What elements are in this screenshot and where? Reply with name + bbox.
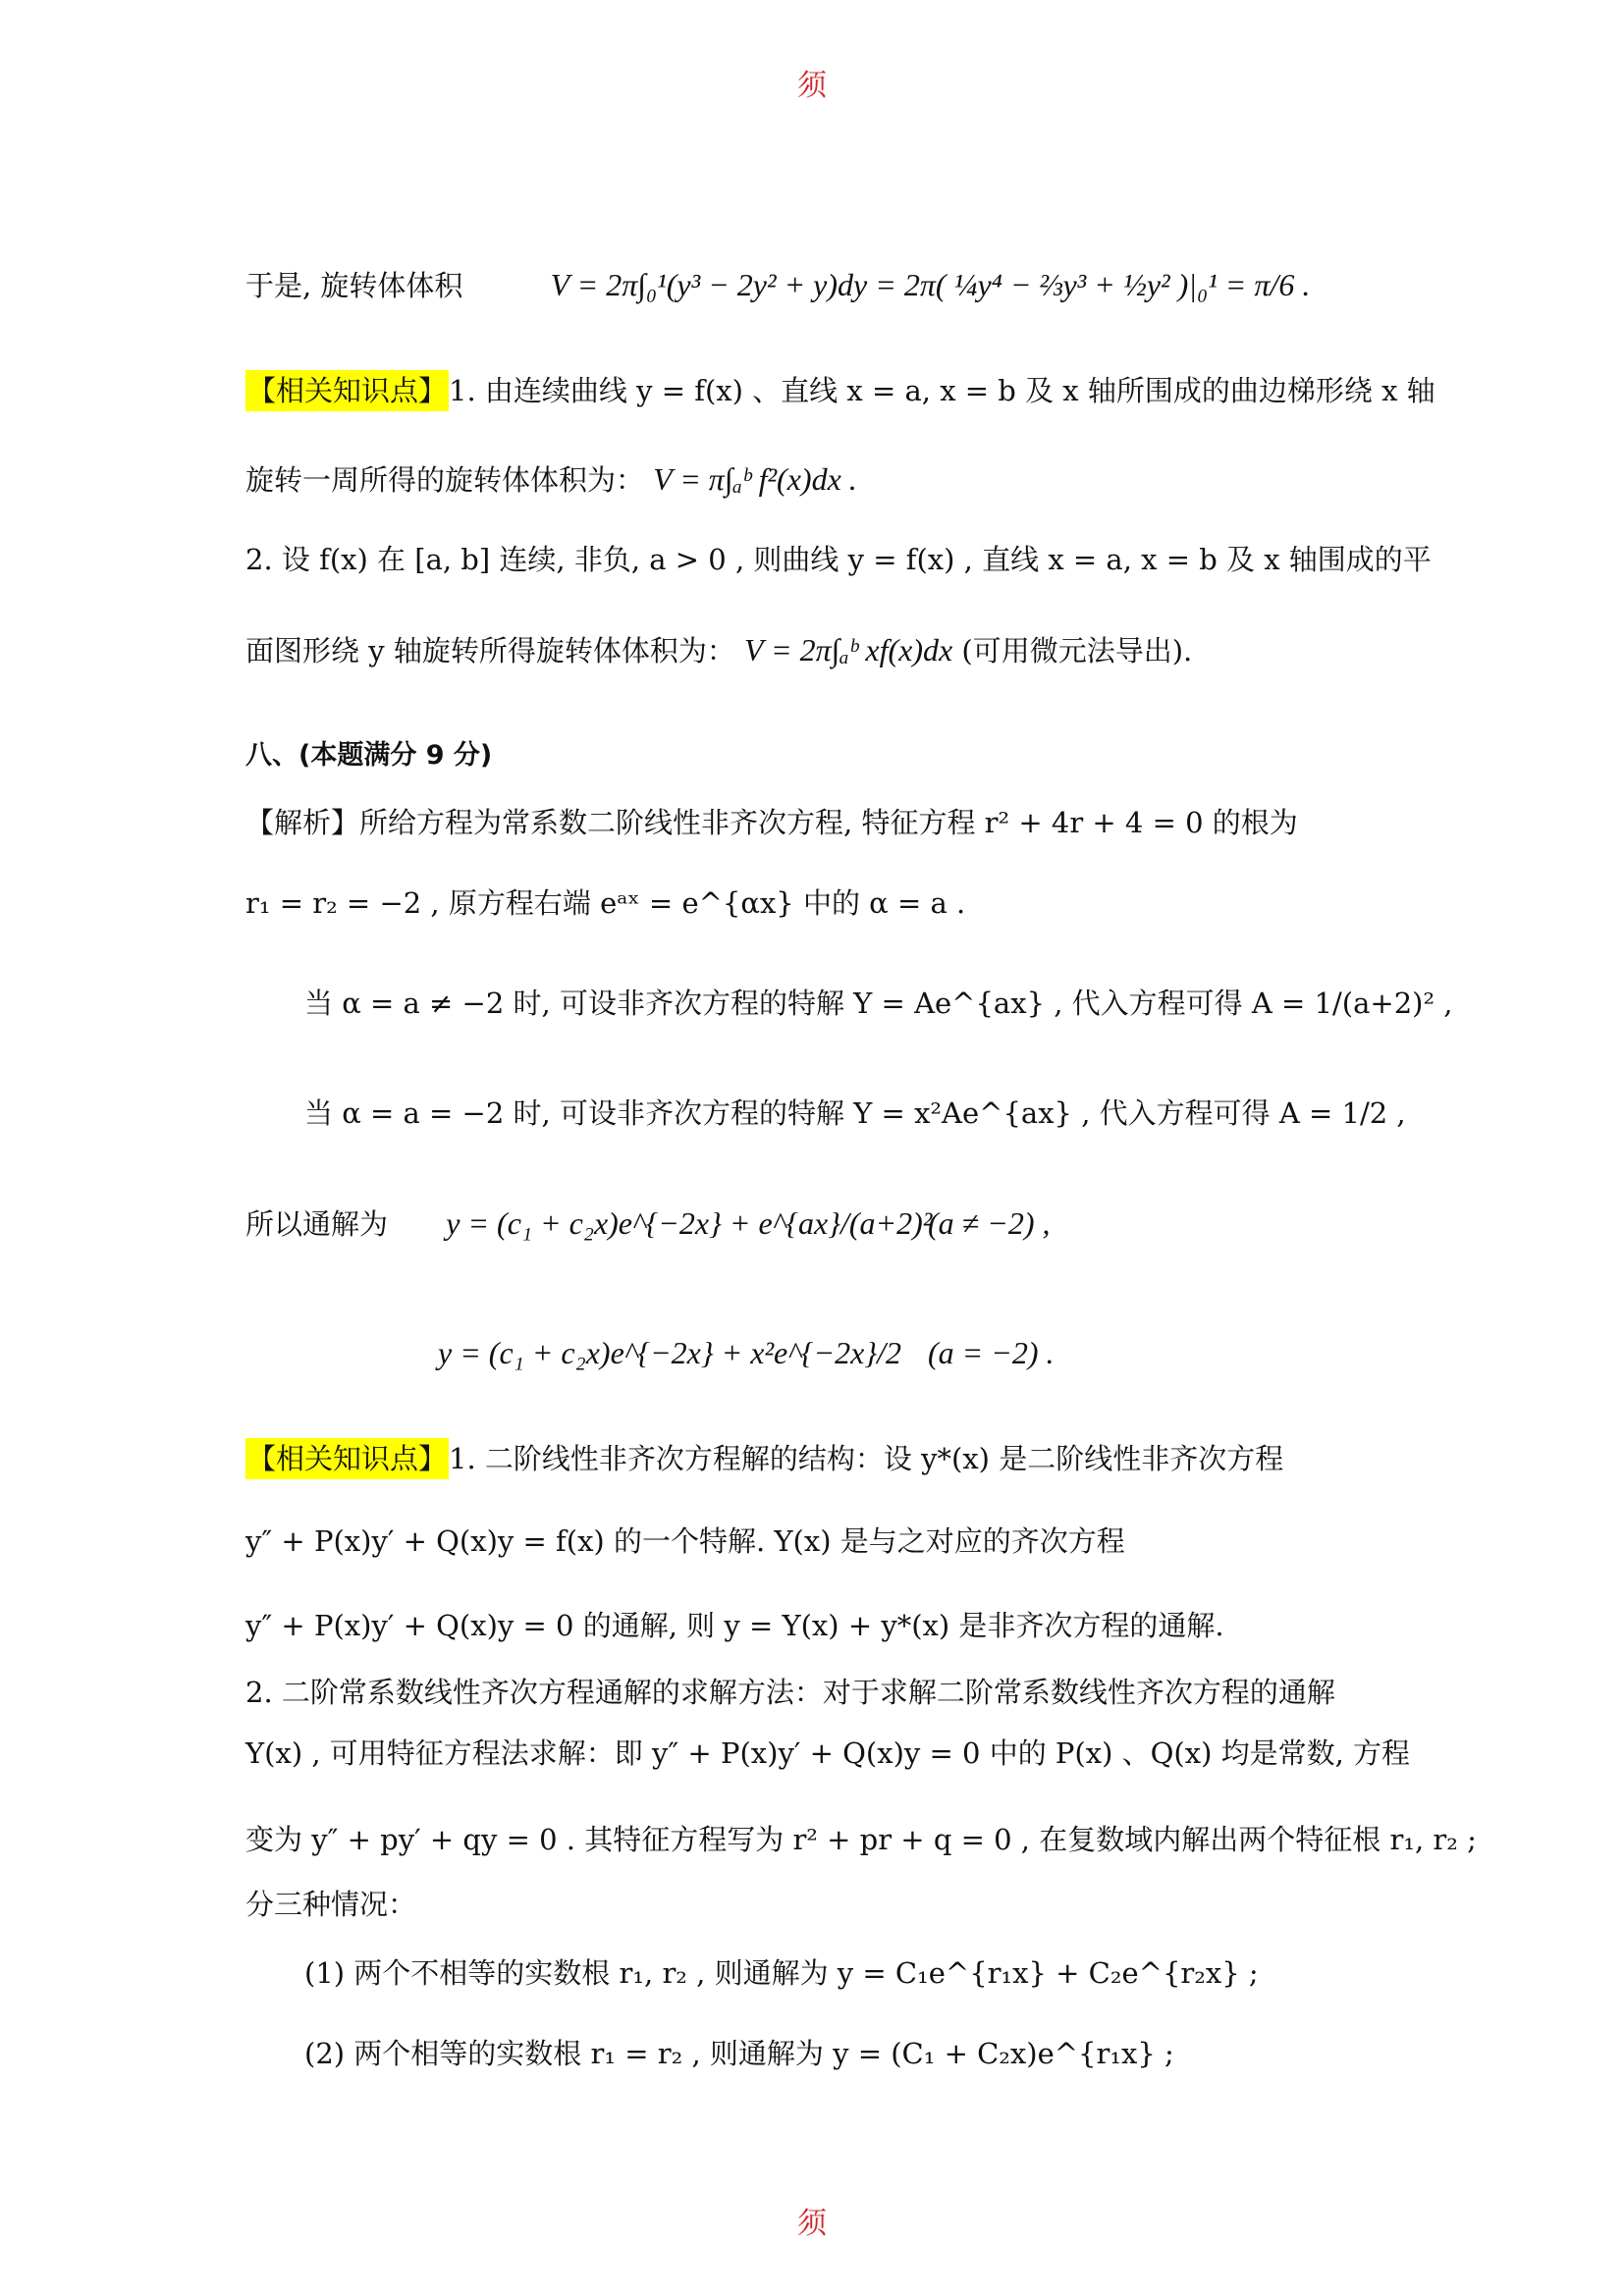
general-solution-line-1 <box>245 1201 1051 1246</box>
method-line-1: 2. 二阶常系数线性齐次方程通解的求解方法：对于求解二阶常系数线性齐次方程的通解 <box>245 1676 1335 1709</box>
page-header-mark: 须 <box>797 69 827 103</box>
rotation-volume-y-line <box>245 628 1192 672</box>
structure-line-3: y″ + P(x)y′ + Q(x)y = 0 的通解, 则 y = Y(x) + y*(x) 是非齐次方程的通解. <box>245 1609 1224 1642</box>
general-solution-condition-1: (a ≠ −2) , <box>928 1205 1051 1241</box>
general-solution-formula-1: y = (c₁ + c₂x)e^{−2x} + e^{ax}/(a+2)² <box>446 1205 933 1241</box>
method-line-3: 变为 y″ + py′ + qy = 0 . 其特征方程写为 r² + pr + q = 0 , 在复数域内解出两个特征根 r₁, r₂ ; <box>245 1823 1477 1856</box>
general-solution-line-2 <box>438 1331 1055 1375</box>
related-knowledge-tag: 【相关知识点】 <box>245 1438 449 1479</box>
analysis-line-1: 【解析】所给方程为常系数二阶线性非齐次方程, 特征方程 r² + 4r + 4 = 0 的根为 <box>245 806 1298 839</box>
general-solution-formula-2: y = (c₁ + c₂x)e^{−2x} + x²e^{−2x}/2 <box>438 1335 902 1370</box>
knowledge-point-2-line: 2. 设 f(x) 在 [a, b] 连续, 非负, a > 0 , 则曲线 y = f(x) , 直线 x = a, x = b 及 x 轴围成的平 <box>245 543 1432 576</box>
volume-result-formula: V = 2π∫₀¹(y³ − 2y² + y)dy = 2π( ¼y⁴ − ⅔y³ + ½y² )|₀¹ = π/6 . <box>550 267 1311 302</box>
rotation-volume-x-text: 旋转一周所得的旋转体体积为： <box>245 463 645 497</box>
volume-result-line <box>245 263 1310 307</box>
section-8-heading: 八、(本题满分 9 分) <box>245 740 493 771</box>
case-a-minus2-line: 当 α = a = −2 时, 可设非齐次方程的特解 Y = x²Ae^{ax} , 代入方程可得 A = 1/2 , <box>304 1096 1406 1130</box>
related-knowledge-tag: 【相关知识点】 <box>245 370 449 411</box>
rotation-volume-y-formula: V = 2π∫ₐᵇ xf(x)dx <box>744 632 953 667</box>
page-footer-mark: 须 <box>797 2207 827 2241</box>
method-line-2: Y(x) , 可用特征方程法求解：即 y″ + P(x)y′ + Q(x)y = 0 中的 P(x) 、Q(x) 均是常数, 方程 <box>245 1736 1411 1770</box>
rotation-volume-y-note: (可用微元法导出). <box>961 634 1193 667</box>
analysis-line-2: r₁ = r₂ = −2 , 原方程右端 eᵃˣ = e^{αx} 中的 α = a . <box>245 886 966 920</box>
rotation-volume-x-formula: V = π∫ₐᵇ f²(x)dx . <box>653 461 857 497</box>
rotation-volume-y-text: 面图形绕 y 轴旋转所得旋转体体积为： <box>245 634 735 667</box>
rotation-volume-x-line <box>245 457 857 502</box>
knowledge-point-1-line <box>245 369 1435 412</box>
method-line-4: 分三种情况： <box>245 1888 417 1921</box>
structure-line-2: y″ + P(x)y′ + Q(x)y = f(x) 的一个特解. Y(x) 是与之对应的齐次方程 <box>245 1524 1125 1558</box>
case-2-line: (2) 两个相等的实数根 r₁ = r₂ , 则通解为 y = (C₁ + C₂x)e^{r₁x} ; <box>304 2037 1174 2070</box>
knowledge-point-1-text: 1. 由连续曲线 y = f(x) 、直线 x = a, x = b 及 x 轴所围成的曲边梯形绕 x 轴 <box>449 374 1435 407</box>
general-solution-label: 所以通解为 <box>245 1207 389 1241</box>
case-a-not-minus2-line: 当 α = a ≠ −2 时, 可设非齐次方程的特解 Y = Ae^{ax} , 代入方程可得 A = 1/(a+2)² , <box>304 987 1453 1020</box>
knowledge-point-3-line <box>245 1437 1283 1480</box>
volume-result-text: 于是, 旋转体体积 <box>245 269 463 302</box>
general-solution-condition-2: (a = −2) . <box>928 1335 1055 1370</box>
knowledge-point-3-text: 1. 二阶线性非齐次方程解的结构：设 y*(x) 是二阶线性非齐次方程 <box>449 1442 1284 1475</box>
case-1-line: (1) 两个不相等的实数根 r₁, r₂ , 则通解为 y = C₁e^{r₁x} + C₂e^{r₂x} ; <box>304 1956 1259 1990</box>
